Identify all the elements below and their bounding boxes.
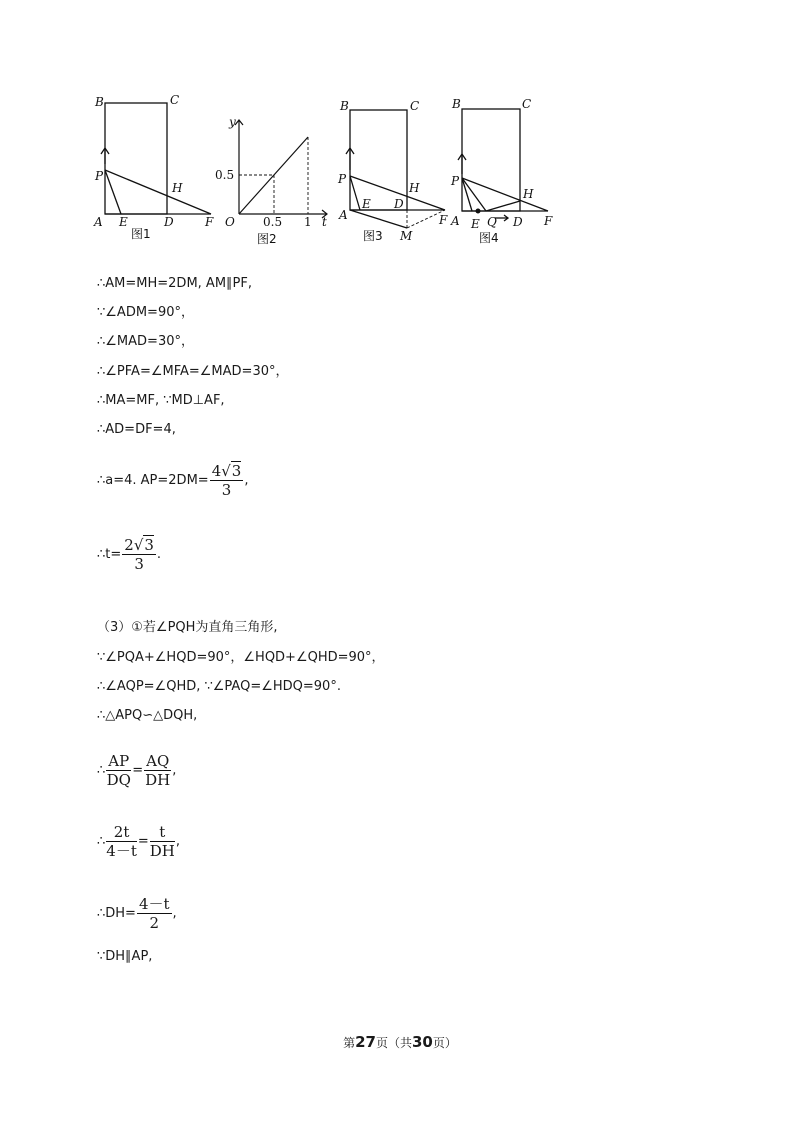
label-f: F [544,214,553,228]
label-a: A [94,215,103,229]
denominator: DH [145,771,171,789]
solution-line-12: ∴△APQ∽△DQH, [97,708,198,723]
caption-fig4: 图4 [479,231,499,245]
footer-suffix: 页） [432,1036,457,1050]
denominator: 2 [149,914,160,932]
fraction-t-over-dh [150,823,175,860]
radicand: 3 [231,462,242,480]
label-e: E [471,217,480,231]
coefficient: 4 [211,462,222,480]
label-f: F [439,213,448,227]
equals-sign: = [137,834,149,849]
solution-line-11: ∴∠AQP=∠QHD, ∵∠PAQ=∠HDQ=90°. [97,679,341,694]
line-15-prefix: ∴DH= [97,906,136,921]
label-e: E [119,215,128,229]
label-p: P [451,174,460,188]
label-d: D [513,215,523,229]
solution-line-4: ∴∠PFA=∠MFA=∠MAD=30°， [97,364,289,379]
denominator: 3 [221,481,232,499]
tick-x-half: 0.5 [263,215,283,229]
solution-line-3: ∴∠MAD=30°， [97,334,194,349]
solution-line-7 [97,462,248,499]
line-13-prefix: ∴ [97,763,106,778]
denominator: DH [149,842,175,860]
fraction-2root3-over-3: $\frac{2√3}{3}$ [124,536,154,573]
caption-fig3: 图3 [363,229,383,243]
solution-line-8 [97,536,161,573]
label-e: E [362,197,371,211]
label-a: A [339,208,348,222]
numerator: 2t [106,823,137,842]
solution-line-5: ∴MA=MF, ∵MD⊥AF, [97,393,225,408]
page-footer [0,1033,800,1051]
axis-label-y: y [229,115,236,129]
footer-middle: 页（共 [375,1036,412,1050]
label-b: B [95,95,104,109]
fraction-aq-over-dh [144,752,171,789]
footer-prefix: 第 [343,1036,356,1050]
solution-line-14 [97,823,180,860]
numerator: AP [108,752,130,770]
solution-line-15 [97,895,177,932]
solution-line-9: （3）①若∠PQH为直角三角形, [97,620,278,635]
numerator: t [150,823,175,842]
denominator: DQ [106,771,131,789]
line-14-prefix: ∴ [97,834,106,849]
total-page-count: 30 [412,1033,433,1051]
solution-line-13 [97,752,176,789]
coefficient: 2 [124,536,134,554]
denominator: 3 [134,555,144,573]
figure-2 [215,88,335,256]
fraction-2t-over-4-minus-t [106,823,137,860]
label-d: D [394,197,404,211]
solution-line-2: ∵∠ADM=90°， [97,305,194,320]
line-13-suffix: , [172,763,177,778]
label-q: Q [487,215,497,229]
label-origin: O [225,215,235,229]
line-7-suffix: , [244,473,249,488]
label-p: P [95,169,104,183]
label-f: F [205,215,214,229]
line-8-suffix: . [156,547,162,562]
label-b: B [340,99,349,113]
numerator: 4－t [138,895,170,913]
label-c: C [170,93,180,107]
tick-y-half: 0.5 [215,168,235,182]
fraction-4-minus-t-over-2 [137,895,172,932]
radicand: 3 [144,536,154,554]
figure-1 [85,88,220,256]
label-h: H [523,187,534,201]
current-page-number: 27 [355,1033,376,1051]
figure-group [85,88,565,256]
label-d: D [164,215,174,229]
equals-sign: = [132,763,144,778]
label-c: C [410,99,420,113]
solution-line-1: ∴AM=MH=2DM, AM∥PF, [97,276,252,291]
axis-label-t: t [322,215,327,229]
fraction-4root3-over-3: $\frac{4√3}{3}$ [211,462,242,499]
solution-line-16: ∵DH∥AP, [97,949,153,964]
line-15-suffix: , [172,906,177,921]
label-h: H [409,181,420,195]
figure-3 [335,88,450,256]
label-h: H [172,181,183,195]
label-b: B [452,97,461,111]
label-p: P [338,172,347,186]
tick-x-one: 1 [304,215,312,229]
label-c: C [522,97,532,111]
caption-fig1: 图1 [131,227,151,241]
solution-line-10: ∵∠PQA+∠HQD=90°，∠HQD+∠QHD=90°， [97,650,385,665]
numerator: AQ [146,752,170,770]
caption-fig2: 图2 [257,232,277,246]
fraction-ap-over-dq [106,752,131,789]
label-a: A [451,214,460,228]
figure-4 [448,88,558,256]
solution-line-6: ∴AD=DF=4, [97,422,176,437]
line-7-prefix: ∴a=4. AP=2DM= [97,473,209,488]
label-m: M [400,229,413,243]
line-8-prefix: ∴t= [97,547,122,562]
denominator: 4－t [106,842,137,860]
line-14-suffix: , [175,834,181,849]
